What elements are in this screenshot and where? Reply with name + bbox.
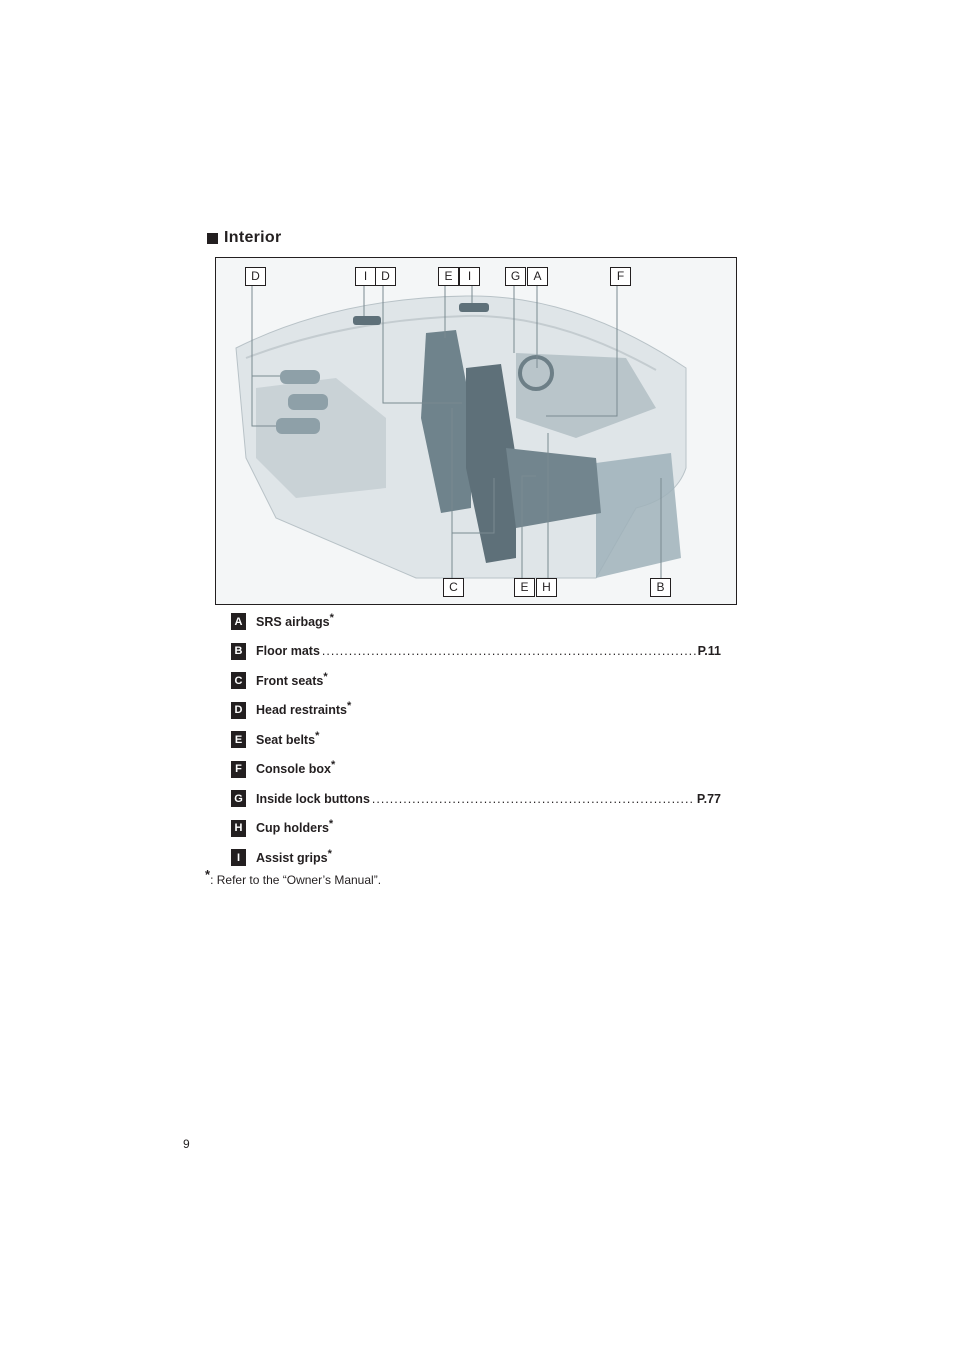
dot-leader bbox=[372, 792, 695, 806]
item-label: Seat belts* bbox=[256, 729, 320, 747]
callout-label: F bbox=[610, 267, 631, 286]
item-label: SRS airbags* bbox=[256, 611, 334, 629]
item-letter-badge: E bbox=[231, 731, 246, 748]
callout-label: D bbox=[375, 267, 396, 286]
car-interior-drawing bbox=[216, 258, 736, 604]
list-item bbox=[231, 637, 721, 667]
callout-label: G bbox=[505, 267, 526, 286]
callout-label: B bbox=[650, 578, 671, 597]
item-letter-badge: I bbox=[231, 849, 246, 866]
page-reference[interactable]: P.77 bbox=[696, 791, 721, 806]
item-letter-badge: C bbox=[231, 672, 246, 689]
callout-label: E bbox=[514, 578, 535, 597]
item-letter-badge: H bbox=[231, 820, 246, 837]
item-letter-badge: A bbox=[231, 613, 246, 630]
list-item bbox=[231, 784, 721, 814]
callout-label: E bbox=[438, 267, 459, 286]
dot-leader bbox=[322, 644, 696, 658]
list-item bbox=[231, 607, 721, 637]
item-label: Cup holders* bbox=[256, 818, 334, 836]
list-item bbox=[231, 755, 721, 785]
callout-label: A bbox=[527, 267, 548, 286]
section-title: Interior bbox=[224, 229, 282, 246]
item-label: Assist grips* bbox=[256, 847, 332, 865]
callout-label: I bbox=[459, 267, 480, 286]
section-heading bbox=[207, 229, 282, 247]
callout-label: C bbox=[443, 578, 464, 597]
footnote-text: : Refer to the “Owner’s Manual”. bbox=[210, 873, 382, 887]
callout-label: D bbox=[245, 267, 266, 286]
list-item bbox=[231, 814, 721, 844]
callout-label: H bbox=[536, 578, 557, 597]
list-item bbox=[231, 696, 721, 726]
interior-illustration bbox=[215, 257, 737, 605]
item-letter-badge: G bbox=[231, 790, 246, 807]
list-item bbox=[231, 725, 721, 755]
item-label: Front seats* bbox=[256, 670, 328, 688]
callout-label: I bbox=[355, 267, 376, 286]
footnote-asterisk: * bbox=[205, 867, 211, 882]
list-item bbox=[231, 843, 721, 873]
footnote bbox=[205, 867, 382, 887]
component-list bbox=[231, 607, 721, 873]
item-label: Floor mats bbox=[256, 644, 320, 659]
item-label: Inside lock buttons bbox=[256, 791, 370, 806]
square-bullet-icon bbox=[207, 233, 218, 244]
list-item bbox=[231, 666, 721, 696]
page-reference[interactable]: P.11 bbox=[697, 644, 721, 659]
item-label: Console box* bbox=[256, 759, 336, 777]
item-letter-badge: D bbox=[231, 702, 246, 719]
page-number: 9 bbox=[183, 1137, 190, 1151]
item-letter-badge: F bbox=[231, 761, 246, 778]
item-label: Head restraints* bbox=[256, 700, 352, 718]
item-letter-badge: B bbox=[231, 643, 246, 660]
